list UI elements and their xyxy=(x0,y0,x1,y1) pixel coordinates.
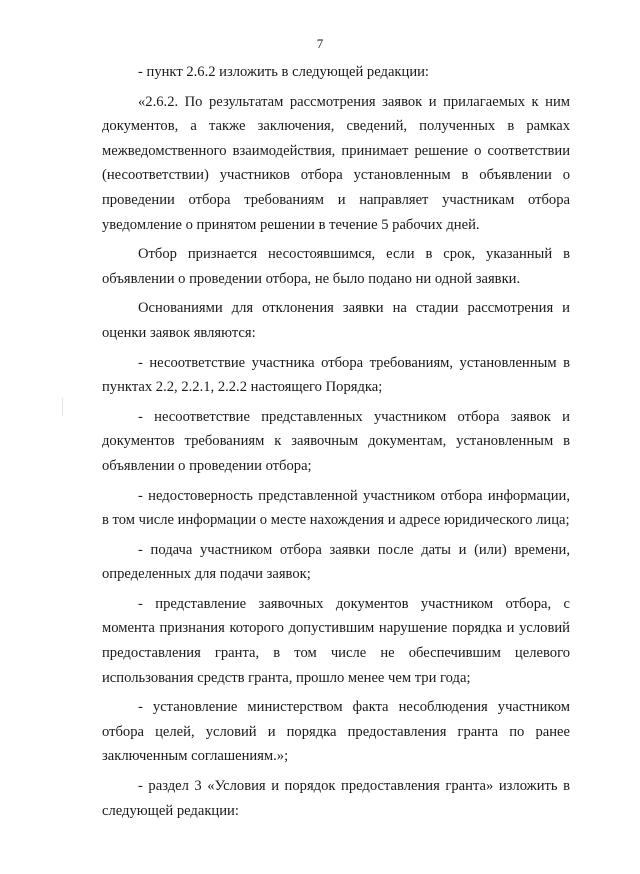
paragraph-rejection-grounds: Основаниями для отклонения заявки на стадии рассмотрения и оценки заявок являются: xyxy=(102,300,570,341)
paragraph-intro: - пункт 2.6.2 изложить в следующей редакции: xyxy=(138,64,429,80)
document-body xyxy=(102,60,570,828)
paragraph-failed-selection: Отбор признается несостоявшимся, если в срок, указанный в объявлении о проведении отбора, не было подано ни одной заявки. xyxy=(102,246,570,287)
list-item-late-submission: - подача участником отбора заявки после даты и (или) времени, определенных для подачи заявок; xyxy=(102,541,570,583)
list-item-noncompliance-documents: - несоответствие представленных участником отбора заявок и документов требованиям к заявочным документам, установленным в объявлении о проведении отбора; xyxy=(102,408,570,474)
list-item-noncompliance-participant: - несоответствие участника отбора требованиям, установленным в пунктах 2.2, 2.2.1, 2.2.2 настоящего Порядка; xyxy=(102,354,570,396)
list-item-prior-violation: - представление заявочных документов участником отбора, с момента признания которого допустившим нарушение порядка и условий предоставления гранта, в том числе не обеспечившим целевого использования средств гранта, прошло менее чем три года; xyxy=(102,595,570,686)
margin-mark xyxy=(62,398,63,416)
list-item-unreliable-information: - недостоверность представленной участником отбора информации, в том числе информации о месте нахождения и адресе юридического лица; xyxy=(102,487,570,529)
paragraph-2-6-2: «2.6.2. По результатам рассмотрения заявок и прилагаемых к ним документов, а также заключения, сведений, полученных в рамках межведомственного взаимодействия, принимает решение о соответствии (несоответствии) участников отбора установленным в объявлении о проведении отбора требованиям и направляет участникам отбора уведомление о принятом решении в течение 5 рабочих дней. xyxy=(102,93,570,233)
list-item-ministry-finding: - установление министерством факта несоблюдения участником отбора целей, условий и порядка предоставления гранта по ранее заключенным соглашениям.»; xyxy=(102,699,570,765)
paragraph-section-3: - раздел 3 «Условия и порядок предоставления гранта» изложить в следующей редакции: xyxy=(102,778,570,819)
page-number: 7 xyxy=(316,36,324,51)
